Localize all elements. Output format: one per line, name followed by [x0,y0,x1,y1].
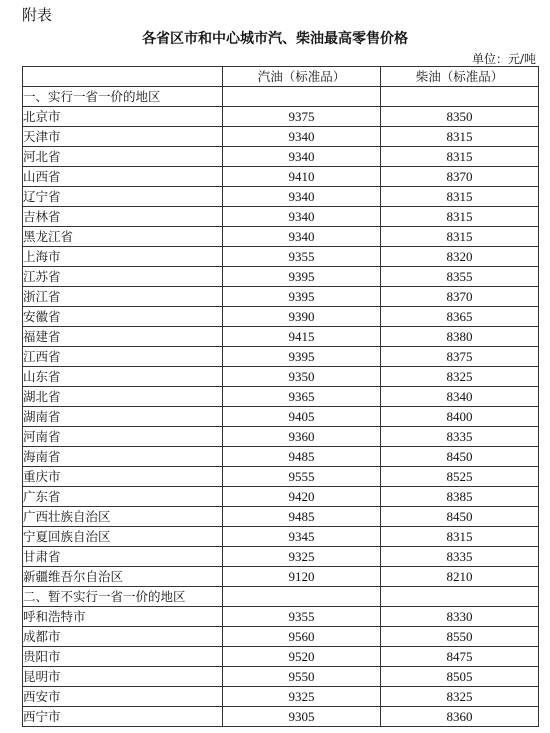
diesel-price: 8450 [381,507,539,527]
table-row [23,607,539,627]
diesel-price: 8320 [381,247,539,267]
gasoline-price: 9340 [223,147,381,167]
diesel-price: 8330 [381,607,539,627]
region-name: 湖北省 [23,387,223,407]
region-name: 河南省 [23,427,223,447]
diesel-price: 8315 [381,147,539,167]
region-name: 呼和浩特市 [23,607,223,627]
diesel-price: 8325 [381,367,539,387]
table-row [23,407,539,427]
header-gasoline: 汽油（标准品） [223,67,381,87]
section-label: 一、实行一省一价的地区 [23,87,223,107]
gasoline-price: 9355 [223,607,381,627]
diesel-price: 8505 [381,667,539,687]
appendix-label: 附表 [22,6,53,24]
region-name: 江西省 [23,347,223,367]
header-row [23,67,539,87]
region-name: 昆明市 [23,667,223,687]
table-row [23,667,539,687]
gasoline-price: 9395 [223,347,381,367]
table-row [23,167,539,187]
gasoline-price: 9420 [223,487,381,507]
diesel-price: 8450 [381,447,539,467]
table-row [23,347,539,367]
header-diesel: 柴油（标准品） [381,67,539,87]
gasoline-price: 9550 [223,667,381,687]
table-row [23,207,539,227]
region-name: 北京市 [23,107,223,127]
table-row [23,507,539,527]
region-name: 广西壮族自治区 [23,507,223,527]
gasoline-price: 9340 [223,127,381,147]
table-row [23,287,539,307]
gasoline-price: 9390 [223,307,381,327]
gasoline-price: 9375 [223,107,381,127]
region-name: 辽宁省 [23,187,223,207]
diesel-price: 8370 [381,167,539,187]
diesel-price: 8550 [381,627,539,647]
table-row [23,387,539,407]
diesel-price: 8315 [381,527,539,547]
gasoline-price: 9485 [223,507,381,527]
header-region [23,67,223,87]
section-diesel-empty [381,87,539,107]
region-name: 甘肃省 [23,547,223,567]
gasoline-price: 9340 [223,187,381,207]
region-name: 黑龙江省 [23,227,223,247]
diesel-price: 8340 [381,387,539,407]
table-row [23,267,539,287]
region-name: 福建省 [23,327,223,347]
region-name: 江苏省 [23,267,223,287]
diesel-price: 8380 [381,327,539,347]
gasoline-price: 9325 [223,547,381,567]
region-name: 上海市 [23,247,223,267]
region-name: 宁夏回族自治区 [23,527,223,547]
diesel-price: 8365 [381,307,539,327]
gasoline-price: 9395 [223,287,381,307]
gasoline-price: 9340 [223,207,381,227]
region-name: 海南省 [23,447,223,467]
table-row [23,367,539,387]
table-row [23,107,539,127]
gasoline-price: 9305 [223,707,381,727]
region-name: 重庆市 [23,467,223,487]
section-label: 二、暂不实行一省一价的地区 [23,587,223,607]
section-gasoline-empty [223,87,381,107]
region-name: 成都市 [23,627,223,647]
region-name: 西宁市 [23,707,223,727]
gasoline-price: 9405 [223,407,381,427]
region-name: 贵阳市 [23,647,223,667]
region-name: 山西省 [23,167,223,187]
region-name: 河北省 [23,147,223,167]
table-row [23,627,539,647]
diesel-price: 8375 [381,347,539,367]
gasoline-price: 9485 [223,447,381,467]
table-row [23,687,539,707]
gasoline-price: 9415 [223,327,381,347]
diesel-price: 8355 [381,267,539,287]
section-row [23,87,539,107]
gasoline-price: 9345 [223,527,381,547]
table-row [23,567,539,587]
table-row [23,547,539,567]
table-row [23,467,539,487]
page-title: 各省区市和中心城市汽、柴油最高零售价格 [142,31,408,47]
diesel-price: 8360 [381,707,539,727]
diesel-price: 8210 [381,567,539,587]
unit-note: 单位：元/吨 [471,52,536,66]
table-row [23,427,539,447]
diesel-price: 8315 [381,127,539,147]
table-row [23,307,539,327]
gasoline-price: 9355 [223,247,381,267]
gasoline-price: 9555 [223,467,381,487]
gasoline-price: 9520 [223,647,381,667]
diesel-price: 8400 [381,407,539,427]
table-row [23,127,539,147]
gasoline-price: 9340 [223,227,381,247]
table-row [23,187,539,207]
region-name: 西安市 [23,687,223,707]
region-name: 安徽省 [23,307,223,327]
gasoline-price: 9325 [223,687,381,707]
gasoline-price: 9120 [223,567,381,587]
table-row [23,147,539,167]
price-table [22,66,539,727]
table-body [23,87,539,727]
table-row [23,227,539,247]
diesel-price: 8315 [381,207,539,227]
gasoline-price: 9560 [223,627,381,647]
diesel-price: 8335 [381,547,539,567]
table-row [23,527,539,547]
region-name: 天津市 [23,127,223,147]
gasoline-price: 9395 [223,267,381,287]
diesel-price: 8370 [381,287,539,307]
table-row [23,487,539,507]
diesel-price: 8335 [381,427,539,447]
region-name: 浙江省 [23,287,223,307]
diesel-price: 8315 [381,187,539,207]
gasoline-price: 9350 [223,367,381,387]
table-row [23,647,539,667]
section-diesel-empty [381,587,539,607]
section-gasoline-empty [223,587,381,607]
section-row [23,587,539,607]
region-name: 吉林省 [23,207,223,227]
gasoline-price: 9410 [223,167,381,187]
diesel-price: 8525 [381,467,539,487]
diesel-price: 8350 [381,107,539,127]
table-row [23,247,539,267]
diesel-price: 8315 [381,227,539,247]
gasoline-price: 9365 [223,387,381,407]
region-name: 山东省 [23,367,223,387]
diesel-price: 8325 [381,687,539,707]
table-row [23,327,539,347]
diesel-price: 8475 [381,647,539,667]
table-row [23,447,539,467]
region-name: 新疆维吾尔自治区 [23,567,223,587]
gasoline-price: 9360 [223,427,381,447]
region-name: 广东省 [23,487,223,507]
region-name: 湖南省 [23,407,223,427]
diesel-price: 8385 [381,487,539,507]
table-row [23,707,539,727]
